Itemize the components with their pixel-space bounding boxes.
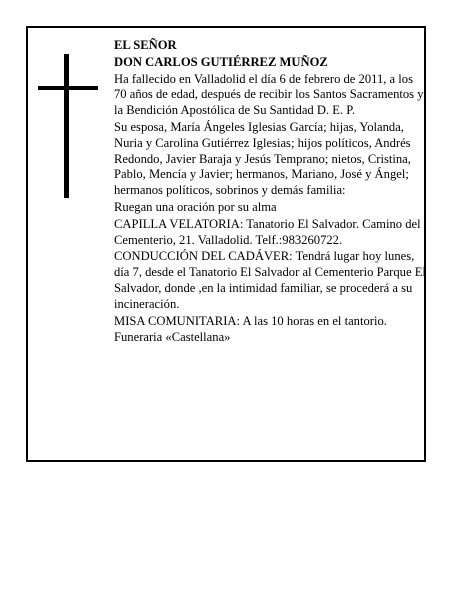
cross-vertical-bar (64, 54, 69, 198)
cross-horizontal-bar (38, 86, 98, 90)
death-announcement: Ha fallecido en Valladolid el día 6 de febrero de 2011, a los 70 años de edad, después de recibir los Santos Sacramentos y la Bendición Apostólica de Su Santidad D. E. P. (114, 71, 424, 118)
chapel-info: CAPILLA VELATORIA: Tanatorio El Salvador. Camino del Cementerio, 21. Valladolid. Telf.:983260722. (114, 216, 421, 247)
funeral-procession-info: CONDUCCIÓN DEL CADÁVER: Tendrá lugar hoy lunes, día 7, desde el Tanatorio El Salvador al Cementerio Parque El Salvador, donde ,en la intimidad familiar, se procederá a su incineración. (114, 249, 426, 311)
title-line-1: EL SEÑOR (114, 38, 177, 52)
obituary-text (114, 38, 426, 347)
deceased-name: DON CARLOS GUTIÉRREZ MUÑOZ (114, 54, 328, 69)
funeral-home: Funeraria «Castellana» (114, 330, 231, 345)
prayer-request: Ruegan una oración por su alma (114, 199, 277, 214)
mass-info: MISA COMUNITARIA: A las 10 horas en el tantorio. (114, 313, 387, 328)
family-list: Su esposa, María Ángeles Iglesias García; hijas, Yolanda, Nuria y Carolina Gutiérrez Iglesias; hijos políticos, Andrés Redondo, Javier Baraja y Jesús Temprano; nietos, Cristina, Pablo, Mencía y Javier; hermanos, Mariano, José y Ángel; hermanos políticos, sobrinos y demás familia: (114, 119, 411, 198)
latin-cross-icon (38, 54, 98, 198)
